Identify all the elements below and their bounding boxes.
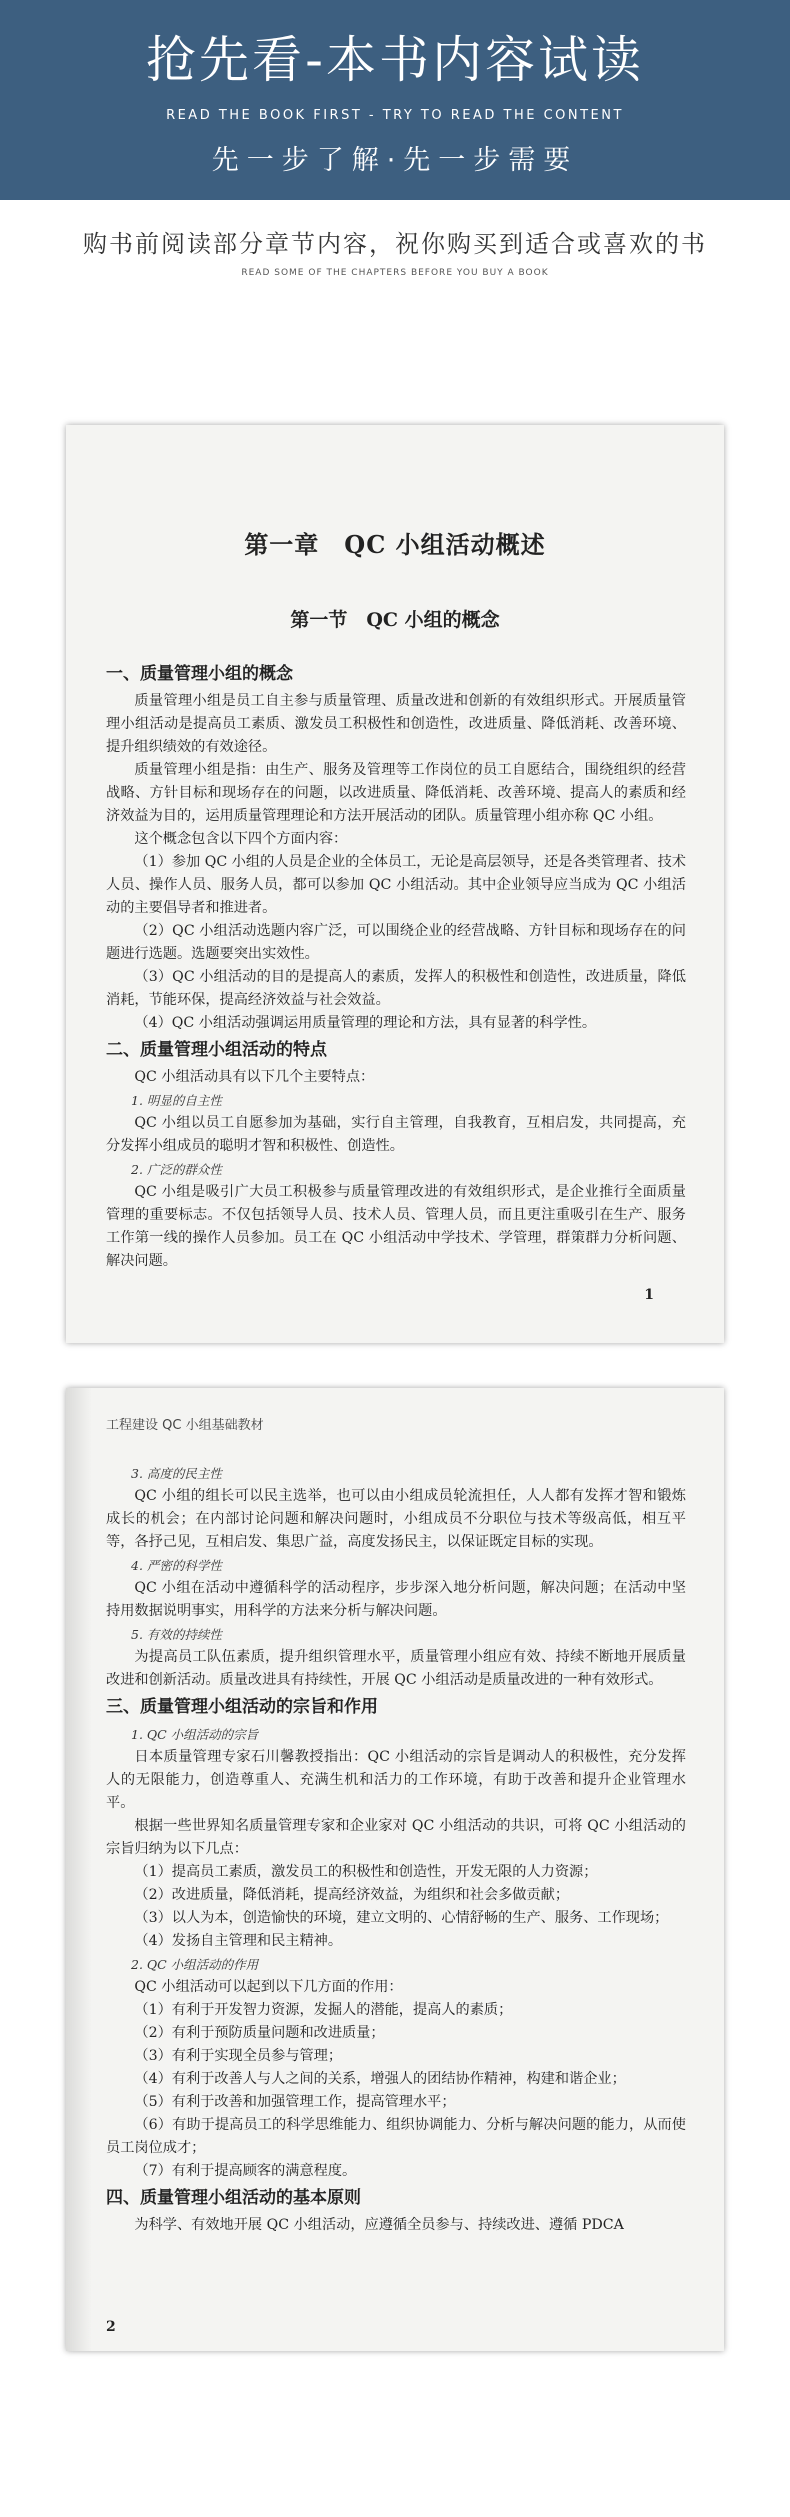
book-page-2 (66, 1388, 724, 2351)
paragraph: QC 小组是吸引广大员工积极参与质量管理改进的有效组织形式，是企业推行全面质量管理的重要标志。不仅包括领导人员、技术人员、管理人员，而且更注重吸引在生产、服务工作第一线的操作人员参加。员工在 QC 小组活动中学技术、学管理，群策群力分析问题、解决问题。 (106, 1184, 686, 1269)
intro-text: 购书前阅读部分章节内容，祝你购买到适合或喜欢的书 (83, 230, 707, 258)
paragraph: QC 小组活动具有以下几个主要特点： (134, 1069, 375, 1085)
paragraph: 这个概念包含以下四个方面内容： (134, 831, 348, 847)
list-item: （1）有利于开发智力资源，发掘人的潜能，提高人的素质； (134, 2002, 513, 2018)
banner-slogan: 先一步了解·先一步需要 (211, 145, 579, 176)
paragraph: QC 小组以员工自愿参加为基础，实行自主管理，自我教育，互相启发，共同提高，充分发挥小组成员的聪明才智和积极性、创造性。 (106, 1115, 686, 1154)
page-1-body (106, 659, 686, 1273)
list-item: （2）改进质量，降低消耗，提高经济效益，为组织和社会多做贡献； (134, 1887, 570, 1903)
intro-text-en: READ SOME OF THE CHAPTERS BEFORE YOU BUY A BOOK (241, 268, 549, 278)
banner-subtitle-en: READ THE BOOK FIRST - TRY TO READ THE CONTENT (166, 108, 624, 123)
top-banner (0, 0, 790, 200)
running-head: 工程建设 QC 小组基础教材 (106, 1418, 264, 1433)
heading-concept: 一、质量管理小组的概念 (106, 664, 293, 684)
page-number: 1 (644, 1287, 654, 1303)
page-2-body (106, 1462, 686, 2237)
list-item: （3）以人为本，创造愉快的环境，建立文明的、心情舒畅的生产、服务、工作现场； (134, 1910, 669, 1926)
section-title: 第一节 QC 小组的概念 (290, 609, 500, 631)
heading-purpose: 三、质量管理小组活动的宗旨和作用 (106, 1697, 378, 1717)
spine-shadow (66, 1388, 92, 2351)
subheading: 1. QC 小组活动的宗旨 (131, 1727, 259, 1742)
page-number: 2 (106, 2319, 116, 2335)
subheading: 2. QC 小组活动的作用 (131, 1957, 259, 1972)
heading-principles: 四、质量管理小组活动的基本原则 (106, 2188, 361, 2208)
chapter-title: 第一章 QC 小组活动概述 (244, 530, 546, 559)
paragraph: QC 小组在活动中遵循科学的活动程序，步步深入地分析问题，解决问题；在活动中坚持用数据说明事实，用科学的方法来分析与解决问题。 (106, 1580, 686, 1619)
list-item: （6）有助于提高员工的科学思维能力、组织协调能力、分析与解决问题的能力，从而使员工岗位成才； (106, 2117, 686, 2156)
list-item: （1）提高员工素质，激发员工的积极性和创造性，开发无限的人力资源； (134, 1864, 598, 1880)
list-item: （4）QC 小组活动强调运用质量管理的理论和方法，具有显著的科学性。 (134, 1015, 597, 1031)
paragraph: QC 小组的组长可以民主选举，也可以由小组成员轮流担任，人人都有发挥才智和锻炼成长的机会；在内部讨论问题和解决问题时，小组成员不分职位与技术等级高低，相互平等，各抒己见，互相启发、集思广益，高度发扬民主，以保证既定目标的实现。 (106, 1488, 686, 1550)
list-item: （4）发扬自主管理和民主精神。 (134, 1933, 343, 1949)
paragraph: 质量管理小组是指：由生产、服务及管理等工作岗位的员工自愿结合，围绕组织的经营战略、方针目标和现场存在的问题，以改进质量、降低消耗、改善环境、提高人的素质和经济效益为目的，运用质量管理理论和方法开展活动的团队。质量管理小组亦称 QC 小组。 (106, 762, 686, 824)
heading-features: 二、质量管理小组活动的特点 (106, 1040, 327, 1060)
subheading: 2. 广泛的群众性 (131, 1162, 222, 1177)
subheading: 3. 高度的民主性 (131, 1466, 222, 1481)
list-item: （2）有利于预防质量问题和改进质量； (134, 2025, 385, 2041)
subheading: 5. 有效的持续性 (131, 1627, 222, 1642)
book-page-1 (66, 425, 724, 1343)
list-item: （3）QC 小组活动的目的是提高人的素质，发挥人的积极性和创造性，改进质量，降低消耗，节能环保，提高经济效益与社会效益。 (106, 969, 686, 1008)
subheading: 4. 严密的科学性 (131, 1558, 222, 1573)
list-item: （4）有利于改善人与人之间的关系，增强人的团结协作精神，构建和谐企业； (134, 2071, 626, 2087)
subheading: 1. 明显的自主性 (131, 1093, 222, 1108)
paragraph: 为科学、有效地开展 QC 小组活动，应遵循全员参与、持续改进、遵循 PDCA (134, 2217, 624, 2233)
list-item: （3）有利于实现全员参与管理； (134, 2048, 343, 2064)
paragraph: 质量管理小组是员工自主参与质量管理、质量改进和创新的有效组织形式。开展质量管理小组活动是提高员工素质、激发员工积极性和创造性，改进质量、降低消耗、改善环境、提升组织绩效的有效途径。 (106, 693, 686, 755)
banner-title: 抢先看-本书内容试读 (145, 31, 645, 89)
paragraph: 为提高员工队伍素质，提升组织管理水平，质量管理小组应有效、持续不断地开展质量改进和创新活动。质量改进具有持续性，开展 QC 小组活动是质量改进的一种有效形式。 (106, 1649, 686, 1688)
list-item: （1）参加 QC 小组的人员是企业的全体员工，无论是高层领导，还是各类管理者、技术人员、操作人员、服务人员，都可以参加 QC 小组活动。其中企业领导应当成为 QC 小组活动的主要倡导者和推进者。 (106, 854, 686, 916)
paragraph: 根据一些世界知名质量管理专家和企业家对 QC 小组活动的共识，可将 QC 小组活动的宗旨归纳为以下几点： (106, 1818, 686, 1857)
list-item: （2）QC 小组活动选题内容广泛，可以围绕企业的经营战略、方针目标和现场存在的问题进行选题。选题要突出实效性。 (106, 923, 686, 962)
list-item: （7）有利于提高顾客的满意程度。 (134, 2163, 357, 2179)
paragraph: QC 小组活动可以起到以下几方面的作用： (134, 1979, 403, 1995)
list-item: （5）有利于改善和加强管理工作，提高管理水平； (134, 2094, 456, 2110)
paragraph: 日本质量管理专家石川馨教授指出：QC 小组活动的宗旨是调动人的积极性，充分发挥人的无限能力，创造尊重人、充满生机和活力的工作环境，有助于改善和提升企业管理水平。 (106, 1749, 686, 1811)
